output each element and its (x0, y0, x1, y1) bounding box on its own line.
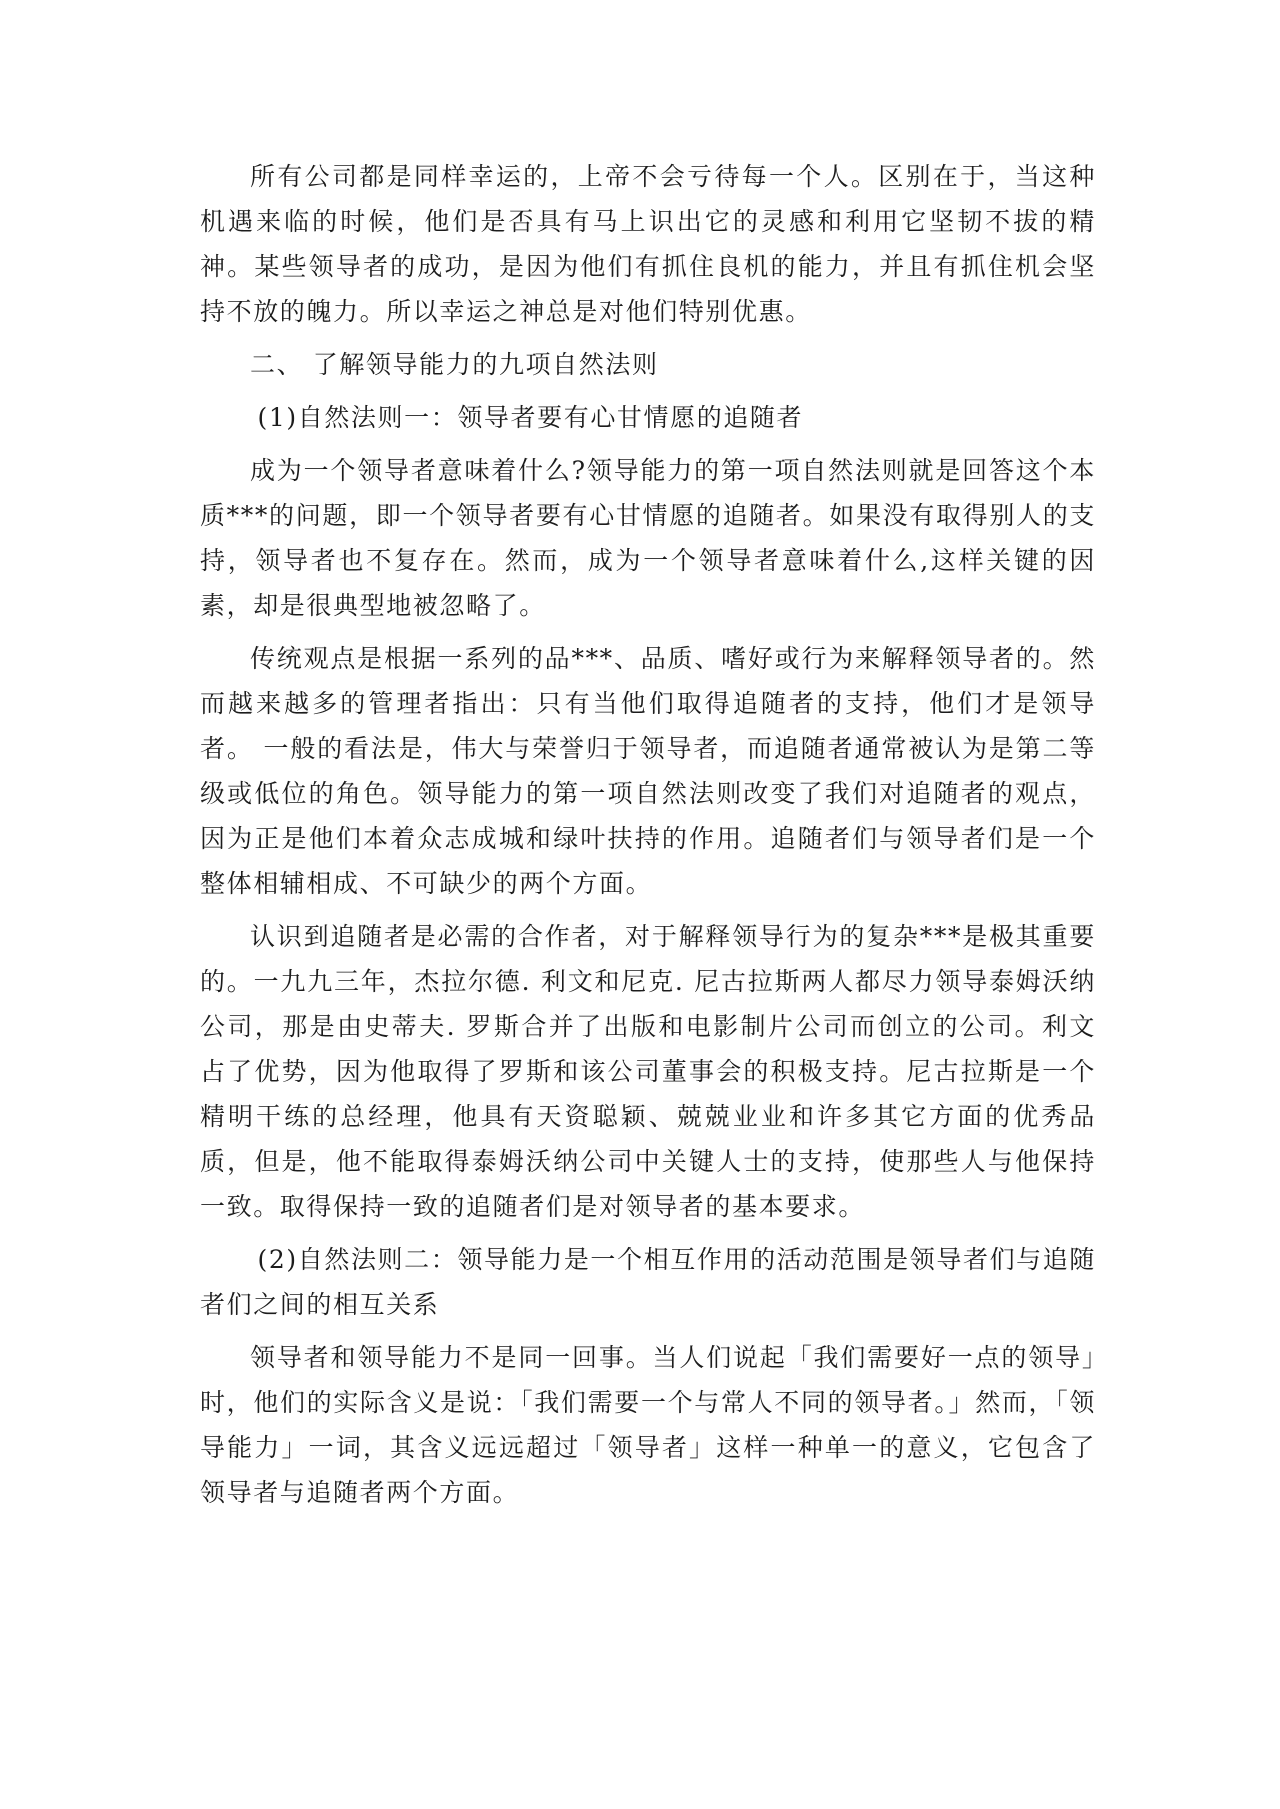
paragraph-law-one-intro: 成为一个领导者意味着什么?领导能力的第一项自然法则就是回答这个本质***的问题，即一个领导者要有心甘情愿的追随者。如果没有取得别人的支持，领导者也不复存在。然而，成为一个领导者意味着什么,这样关键的因素，却是很典型地被忽略了。 (200, 456, 1096, 620)
paragraph-traditional-view: 传统观点是根据一系列的品***、品质、嗜好或行为来解释领导者的。然而越来越多的管理者指出：只有当他们取得追随者的支持，他们才是领导者。 一般的看法是，伟大与荣誉归于领导者，而追随者通常被认为是第二等级或低位的角色。领导能力的第一项自然法则改变了我们对追随者的观点，因为正是他们本着众志成城和绿叶扶持的作用。追随者们与领导者们是一个整体相辅相成、不可缺少的两个方面。 (200, 644, 1096, 898)
document-body (200, 154, 1096, 1523)
law-one-heading: (1)自然法则一：领导者要有心甘情愿的追随者 (257, 403, 804, 432)
paragraph-leadership-vs-leader: 领导者和领导能力不是同一回事。当人们说起「我们需要好一点的领导」时，他们的实际含义是说：「我们需要一个与常人不同的领导者。」然而，「领导能力」一词，其含义远远超过「领导者」这样一种单一的意义，它包含了领导者与追随者两个方面。 (200, 1343, 1096, 1507)
paragraph-luck: 所有公司都是同样幸运的，上帝不会亏待每一个人。区别在于，当这种机遇来临的时候，他们是否具有马上识出它的灵感和利用它坚韧不拔的精神。某些领导者的成功，是因为他们有抓住良机的能力，并且有抓住机会坚持不放的魄力。所以幸运之神总是对他们特别优惠。 (200, 162, 1096, 326)
section-heading-nine-laws: 二、 了解领导能力的九项自然法则 (250, 350, 659, 379)
paragraph-time-warner-example: 认识到追随者是必需的合作者，对于解释领导行为的复杂***是极其重要的。一九九三年，杰拉尔德. 利文和尼克. 尼古拉斯两人都尽力领导泰姆沃纳公司，那是由史蒂夫. 罗斯合并了出版和电影制片公司而创立的公司。利文占了优势，因为他取得了罗斯和该公司董事会的积极支持。尼古拉斯是一个精明干练的总经理，他具有天资聪颖、兢兢业业和许多其它方面的优秀品质，但是，他不能取得泰姆沃纳公司中关键人士的支持，使那些人与他保持一致。取得保持一致的追随者们是对领导者的基本要求。 (200, 922, 1096, 1221)
law-two-heading: (2)自然法则二：领导能力是一个相互作用的活动范围是领导者们与追随者们之间的相互关系 (200, 1245, 1096, 1319)
